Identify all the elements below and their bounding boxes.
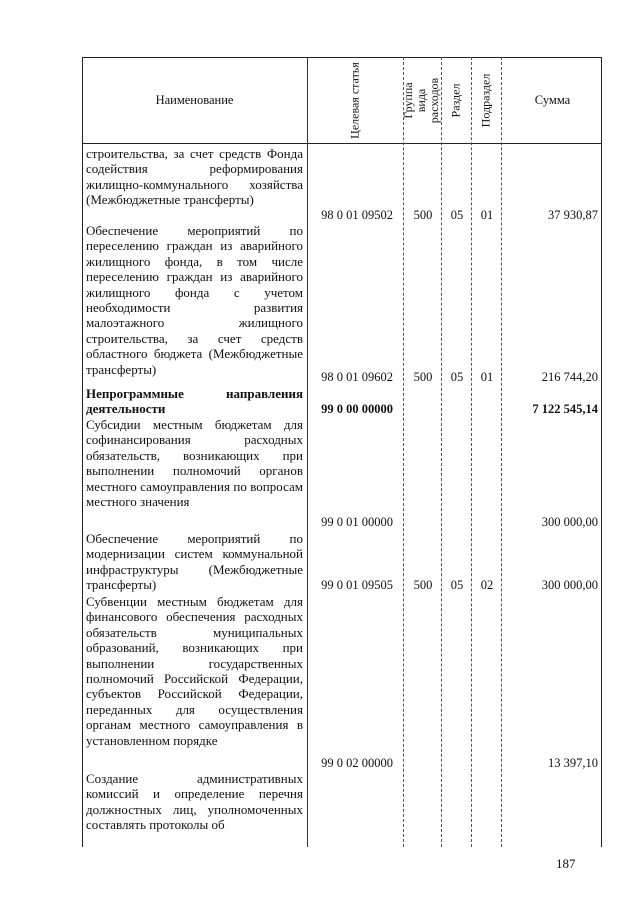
- row-subsection: 01: [480, 370, 494, 384]
- row-group: 500: [413, 578, 433, 592]
- row-sum: 37 930,87: [548, 208, 598, 222]
- header-name: Наименование: [155, 92, 234, 107]
- row-sum: 13 397,10: [548, 756, 598, 770]
- header-subsection: [471, 57, 501, 143]
- row-name: Обеспечение мероприятий по переселению граждан из аварийного жилищного фонда, в том числе переселению граждан из аварийного жилищного фонда с учетом необходимости развития малоэтажного жилищного строительства, за счет средств областного бюджета (Межбюджетные трансферты): [86, 223, 303, 377]
- row-code: 99 0 01 09505: [321, 578, 393, 592]
- row-section: 05: [450, 578, 464, 592]
- row-name: Субвенции местным бюджетам для финансового обеспечения расходных обязательств муниципальных образований, возникающих при выполнении государственных полномочий Российской Федерации, субъектов Российской Федерации, переданных для осуществления органам местного самоуправления в установленном порядке: [86, 594, 303, 748]
- row-name: строительства, за счет средств Фонда содействия реформирования жилищно-коммунального хозяйства (Межбюджетные трансферты): [86, 146, 303, 208]
- row-code: 99 0 02 00000: [321, 756, 393, 770]
- row-subsection: 02: [480, 578, 494, 592]
- row-sum: 216 744,20: [541, 370, 598, 384]
- page-number: 187: [556, 856, 576, 871]
- header-section-label: Раздел: [448, 83, 463, 117]
- header-target-article: [307, 57, 403, 143]
- row-code: 98 0 01 09602: [321, 370, 393, 384]
- column-divider-code: [403, 57, 404, 847]
- row-name: Непрограммные направления деятельности: [86, 386, 303, 417]
- row-section: 05: [450, 370, 464, 384]
- column-divider-section: [471, 57, 472, 847]
- row-group: 500: [413, 208, 433, 222]
- row-sum: 300 000,00: [541, 515, 598, 529]
- column-divider-group: [441, 57, 442, 847]
- header-section: [441, 57, 471, 143]
- row-code: 98 0 01 09502: [321, 208, 393, 222]
- row-code: 99 0 01 00000: [321, 515, 393, 529]
- row-section: 05: [450, 208, 464, 222]
- table-left-border: [82, 57, 83, 847]
- table-right-border: [601, 57, 602, 847]
- row-group: 500: [413, 370, 433, 384]
- header-expense-group: [403, 57, 441, 143]
- header-target-article-label: Целевая статья: [347, 61, 362, 139]
- header-sum: Сумма: [534, 92, 571, 107]
- column-divider-name: [307, 57, 308, 847]
- row-name: Субсидии местным бюджетам для софинансирования расходных обязательств, возникающих при выполнении полномочий органов местного самоуправления по вопросам местного значения: [86, 417, 303, 510]
- header-expense-group-label: Группа вида расходов: [401, 77, 442, 123]
- table-header-border: [82, 143, 602, 144]
- row-sum: 7 122 545,14: [532, 402, 598, 416]
- column-divider-subsection: [501, 57, 502, 847]
- row-name: Обеспечение мероприятий по модернизации систем коммунальной инфраструктуры (Межбюджетные трансферты): [86, 531, 303, 593]
- row-name: Создание административных комиссий и определение перечня должностных лиц, уполномоченных составлять протоколы об: [86, 771, 303, 833]
- row-subsection: 01: [480, 208, 494, 222]
- row-code: 99 0 00 00000: [321, 402, 393, 416]
- row-sum: 300 000,00: [541, 578, 598, 592]
- header-subsection-label: Подраздел: [478, 73, 493, 127]
